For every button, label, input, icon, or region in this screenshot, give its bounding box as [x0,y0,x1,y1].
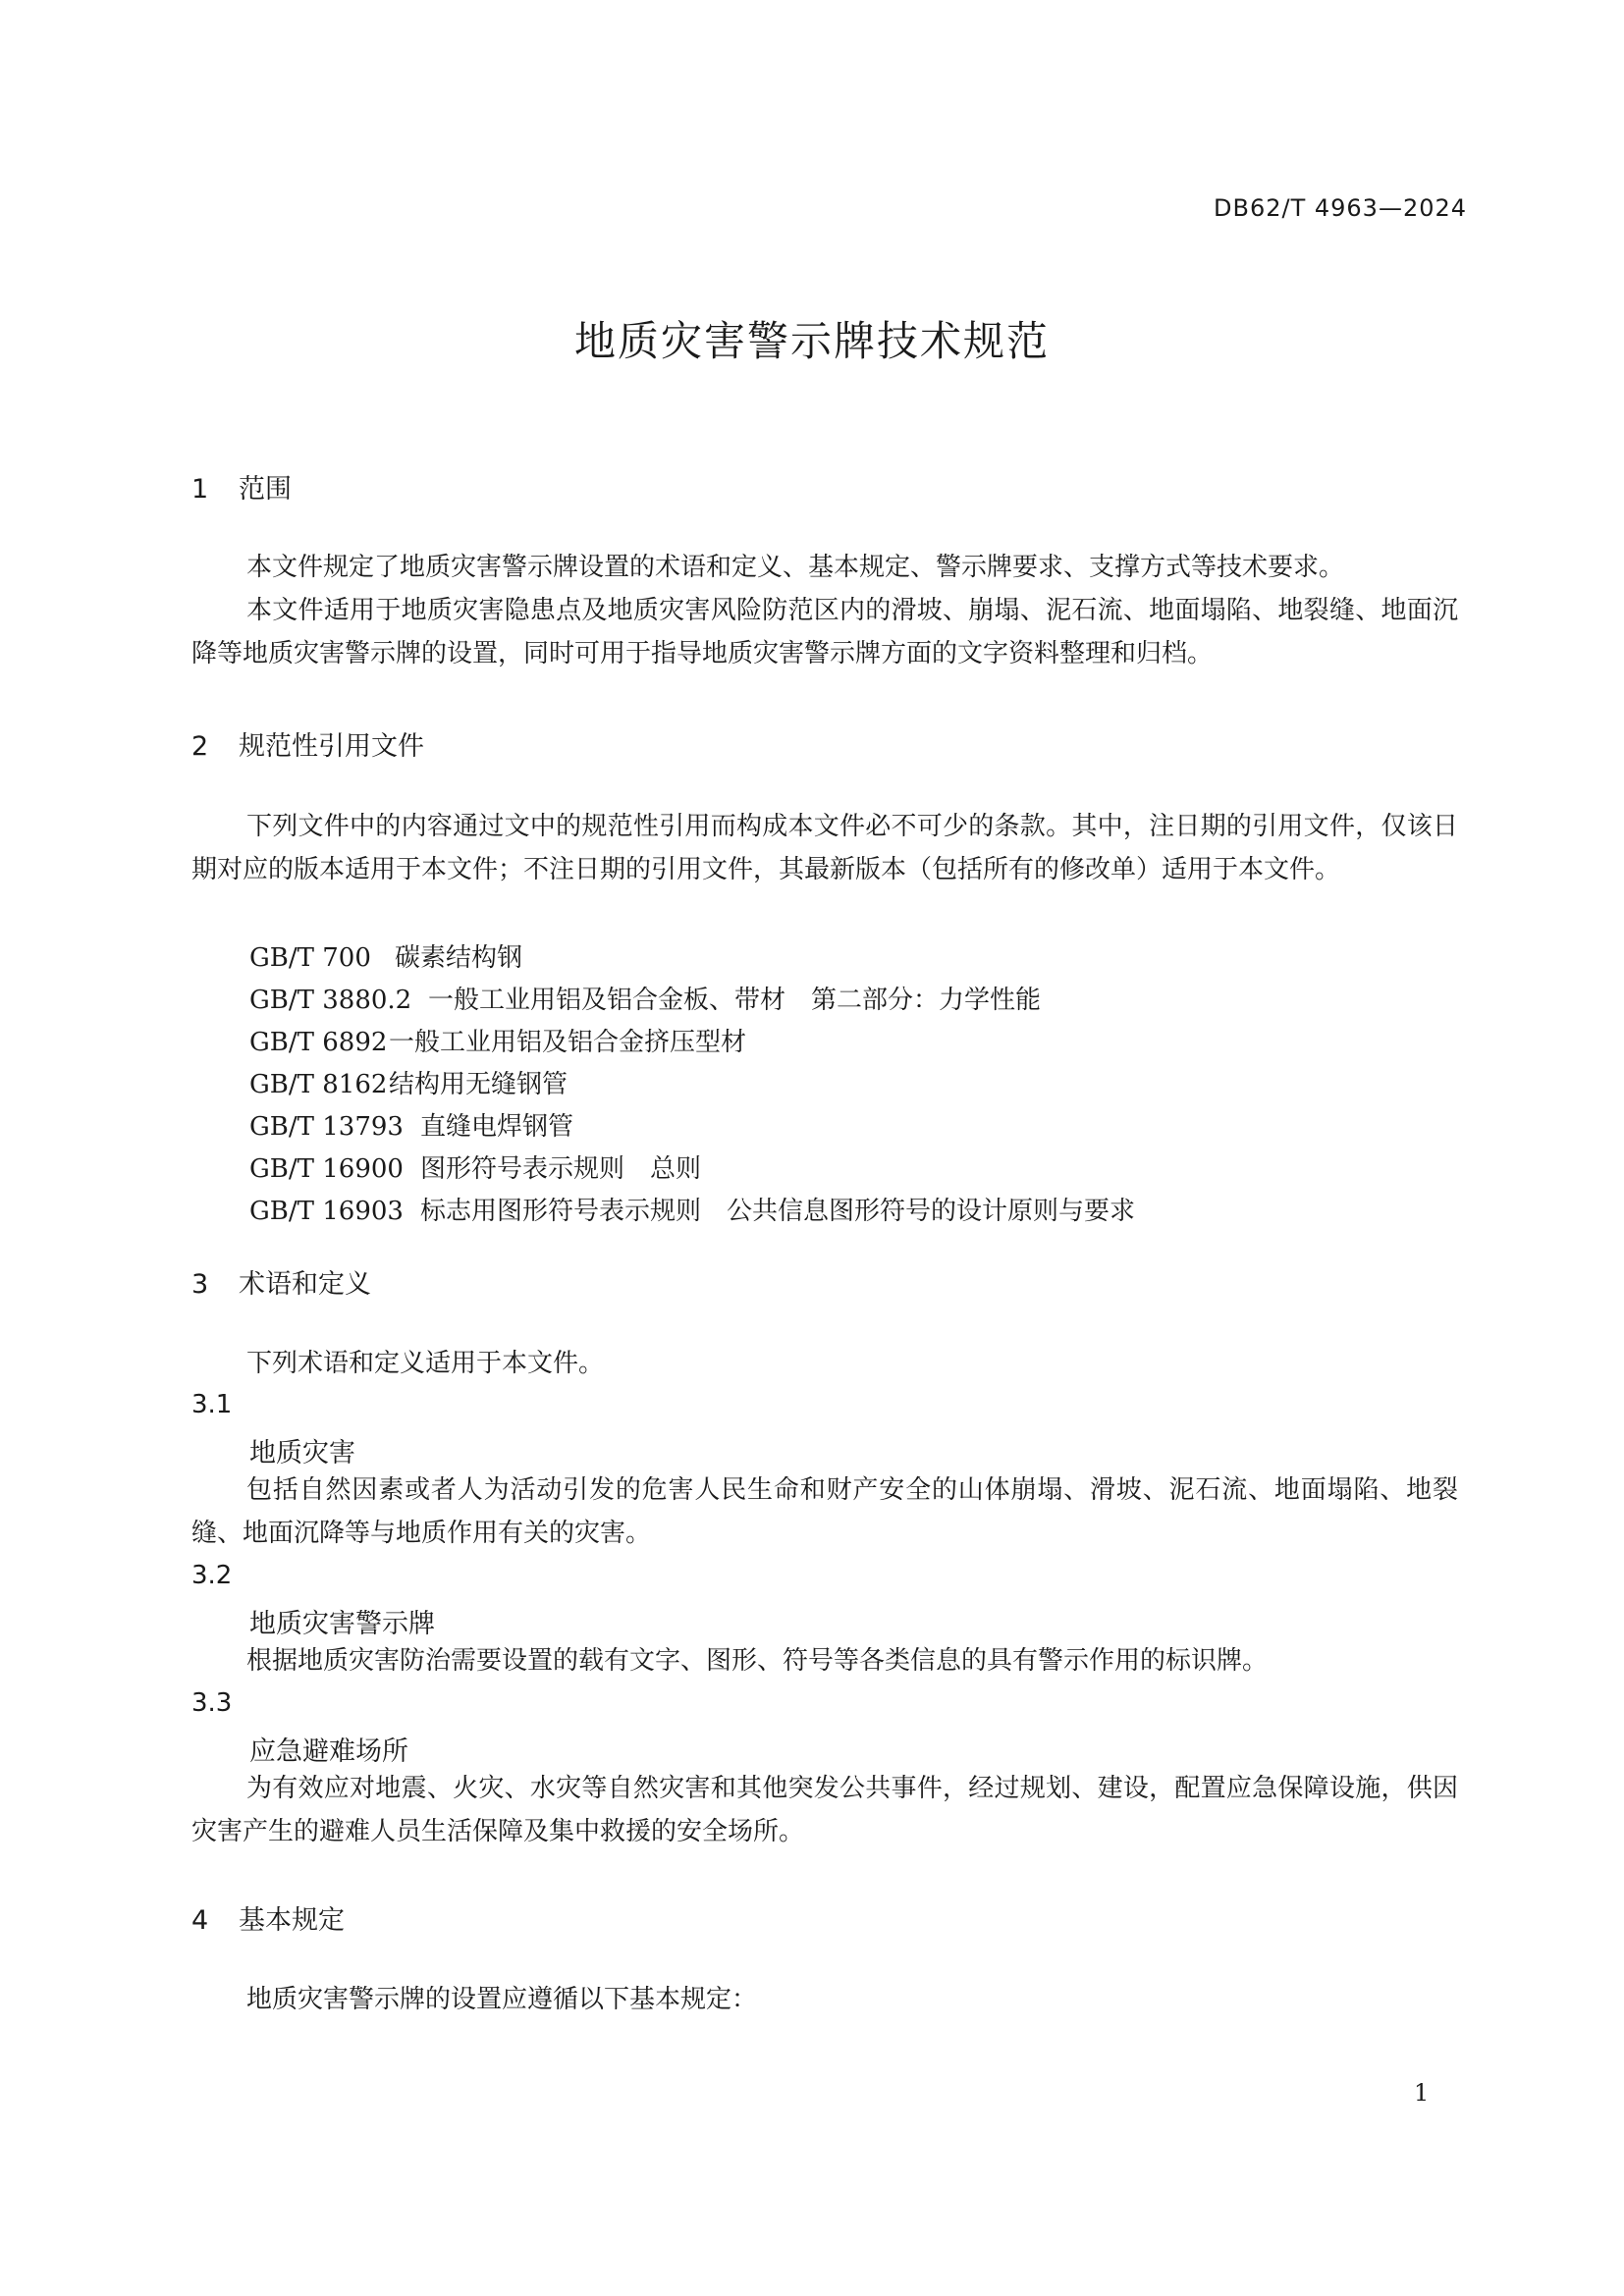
section-number: 2 [191,731,209,762]
reference-name: 直缝电焊钢管 [420,1112,574,1142]
reference-code: GB/T 13793 [249,1112,404,1142]
paragraph: 下列术语和定义适用于本文件。 [246,1349,605,1378]
section-heading-2 [191,724,424,763]
page-number: 1 [1414,2079,1430,2107]
section-title: 术语和定义 [239,1269,371,1300]
section-heading-3 [191,1262,371,1301]
section-heading-1 [191,467,292,506]
reference-item [249,1191,1135,1227]
reference-name: 标志用图形符号表示规则 公共信息图形符号的设计原则与要求 [420,1197,1136,1226]
paragraph: 本文件规定了地质灾害警示牌设置的术语和定义、基本规定、警示牌要求、支撑方式等技术要求。 [246,553,1345,582]
paragraph: 本文件适用于地质灾害隐患点及地质灾害风险防范区内的滑坡、崩塌、泥石流、地面塌陷、地裂缝、地面沉降等地质灾害警示牌的设置，同时可用于指导地质灾害警示牌方面的文字资料整理和归档。 [191,596,1458,668]
reference-name: 一般工业用铝及铝合金挤压型材 [389,1028,747,1057]
term-definition: 包括自然因素或者人为活动引发的危害人民生命和财产安全的山体崩塌、滑坡、泥石流、地面塌陷、地裂缝、地面沉降等与地质作用有关的灾害。 [191,1475,1458,1548]
page-title: 地质灾害警示牌技术规范 [573,317,1050,365]
reference-code: GB/T 16900 [249,1154,404,1184]
reference-code: GB/T 700 [249,943,371,973]
section-number: 4 [191,1905,209,1936]
reference-item [249,1022,746,1058]
reference-item [249,1148,701,1185]
reference-code: GB/T 8162 [249,1070,388,1099]
document-number: DB62/T 4963—2024 [1214,194,1468,222]
term-definition: 为有效应对地震、火灾、水灾等自然灾害和其他突发公共事件，经过规划、建设，配置应急保障设施，供因灾害产生的避难人员生活保障及集中救援的安全场所。 [191,1774,1458,1846]
reference-code: GB/T 3880.2 [249,986,412,1015]
term-number: 3.3 [191,1688,233,1718]
reference-name: 碳素结构钢 [395,943,523,973]
reference-item [249,980,1041,1016]
reference-item [249,937,522,974]
paragraph: 下列文件中的内容通过文中的规范性引用而构成本文件必不可少的条款。其中，注日期的引用文件，仅该日期对应的版本适用于本文件；不注日期的引用文件，其最新版本（包括所有的修改单）适用于本文件。 [191,812,1458,884]
reference-code: GB/T 16903 [249,1197,404,1226]
section-title: 规范性引用文件 [239,731,424,762]
term-name: 地质灾害 [249,1438,355,1468]
reference-item [249,1106,573,1143]
term-number: 3.1 [191,1390,233,1419]
term-name: 地质灾害警示牌 [249,1609,435,1639]
reference-item [249,1064,568,1100]
term-number: 3.2 [191,1561,233,1590]
term-name: 应急避难场所 [249,1736,408,1767]
reference-name: 一般工业用铝及铝合金板、带材 第二部分：力学性能 [428,986,1042,1015]
reference-name: 结构用无缝钢管 [389,1070,568,1099]
reference-name: 图形符号表示规则 总则 [420,1154,702,1184]
term-definition: 根据地质灾害防治需要设置的载有文字、图形、符号等各类信息的具有警示作用的标识牌。 [246,1646,1269,1676]
section-title: 范围 [239,474,292,505]
section-number: 1 [191,474,209,505]
section-heading-4 [191,1898,345,1937]
paragraph: 地质灾害警示牌的设置应遵循以下基本规定： [246,1985,758,2014]
section-number: 3 [191,1269,209,1300]
reference-code: GB/T 6892 [249,1028,388,1057]
section-title: 基本规定 [239,1905,345,1936]
